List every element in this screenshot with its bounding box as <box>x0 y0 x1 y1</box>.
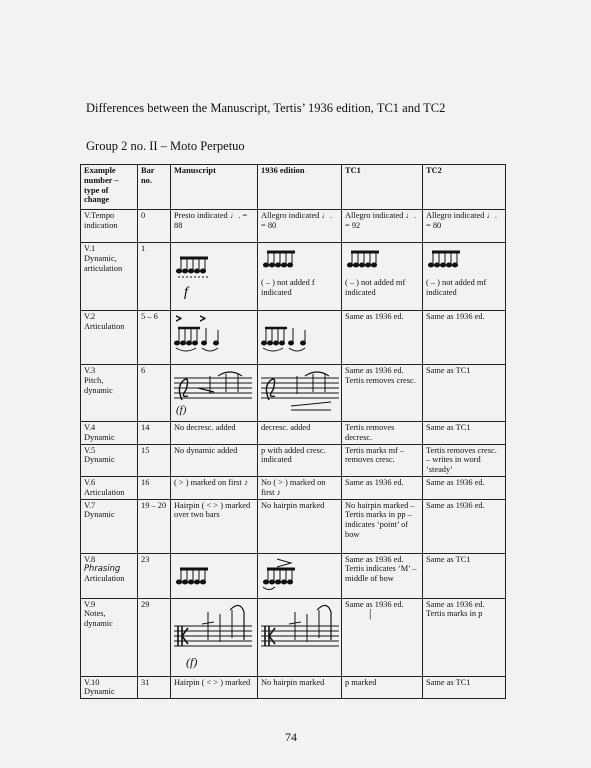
cell-tc1: Same as 1936 ed. <box>342 476 423 499</box>
cell-1936: p with added cresc. indicated <box>258 444 342 476</box>
cell-manuscript <box>171 553 258 598</box>
cell-example: V.9 Notes, dynamic <box>81 598 138 676</box>
cell-example: V.10 Dynamic <box>81 676 138 699</box>
cell-tc2: Same as TC1 <box>423 553 506 598</box>
cell-manuscript <box>171 311 258 365</box>
svg-text:(f): (f) <box>176 404 187 416</box>
table-row <box>81 444 506 476</box>
cell-tc2: Same as 1936 ed. <box>423 499 506 553</box>
music-excerpt-icon <box>261 244 321 278</box>
table-row <box>81 499 506 553</box>
cell-tc1: Tertis marks mf – removes cresc. <box>342 444 423 476</box>
svg-text:>: > <box>176 314 182 325</box>
cell-tc1: Tertis removes decresc. <box>342 422 423 445</box>
cell-manuscript: Hairpin ( < > ) marked <box>171 676 258 699</box>
cell-tc2: Allegro indicated ♩. = 80 <box>423 210 506 243</box>
cell-1936: Allegro indicated ♩. = 80 <box>258 210 342 243</box>
cell-manuscript: ( > ) marked on first ♪ <box>171 476 258 499</box>
music-excerpt-icon <box>174 312 244 358</box>
cell-bar: 6 <box>138 365 171 422</box>
table-row <box>81 676 506 699</box>
cell-example: V.8 Phrasing Articulation <box>81 553 138 598</box>
music-excerpt-icon <box>261 312 331 358</box>
cell-bar: 23 <box>138 553 171 598</box>
svg-text:f: f <box>184 285 188 300</box>
table-row <box>81 422 506 445</box>
cell-example: V.1 Dynamic, articulation <box>81 243 138 311</box>
cell-example: V.7 Dynamic <box>81 499 138 553</box>
cell-tc1: Same as 1936 ed. Tertis removes cresc. <box>342 365 423 422</box>
cell-1936: No hairpin marked <box>258 676 342 699</box>
cell-1936: No hairpin marked <box>258 499 342 553</box>
cell-manuscript <box>171 598 258 676</box>
table-row <box>81 365 506 422</box>
cell-tc2: Same as 1936 ed. Tertis marks in p <box>423 598 506 676</box>
table-row <box>81 476 506 499</box>
cell-manuscript: Presto indicated ♩. = 88 <box>171 210 258 243</box>
cell-1936 <box>258 598 342 676</box>
cell-tc2: Same as 1936 ed. <box>423 476 506 499</box>
music-excerpt-icon <box>261 366 341 416</box>
cell-tc1: Same as 1936 ed. | <box>342 598 423 676</box>
cell-1936: ( – ) not added f indicated <box>258 243 342 311</box>
cell-bar: 16 <box>138 476 171 499</box>
col-header-manuscript: Manuscript <box>171 165 258 210</box>
cell-manuscript: No decresc. added <box>171 422 258 445</box>
music-excerpt-icon <box>174 244 234 304</box>
cell-example: V.3 Pitch, dynamic <box>81 365 138 422</box>
col-header-tc2: TC2 <box>423 165 506 210</box>
page-number: 74 <box>285 730 297 744</box>
music-excerpt-icon <box>261 555 321 595</box>
cell-example: V.4 Dynamic <box>81 422 138 445</box>
col-header-tc1: TC1 <box>342 165 423 210</box>
cell-1936 <box>258 311 342 365</box>
col-header-1936: 1936 edition <box>258 165 342 210</box>
cell-bar: 15 <box>138 444 171 476</box>
cell-tc2: Same as TC1 <box>423 676 506 699</box>
music-excerpt-icon <box>426 244 486 278</box>
cell-example: V.5 Dynamic <box>81 444 138 476</box>
cell-tc2: Tertis removes cresc. – writes in word ‘steady’ <box>423 444 506 476</box>
table-row <box>81 553 506 598</box>
cell-tc2: Same as 1936 ed. <box>423 311 506 365</box>
music-excerpt-icon <box>174 555 234 595</box>
cell-1936 <box>258 365 342 422</box>
music-excerpt-icon <box>174 366 254 416</box>
music-excerpt-icon <box>174 600 254 670</box>
table-header-row <box>81 165 506 210</box>
cell-manuscript: Hairpin ( < > ) marked over two bars <box>171 499 258 553</box>
differences-table <box>80 164 506 699</box>
cell-tc1: p marked <box>342 676 423 699</box>
cell-tc1: Allegro indicated ♩. = 92 <box>342 210 423 243</box>
cell-1936 <box>258 553 342 598</box>
cell-manuscript <box>171 243 258 311</box>
cell-tc1: Same as 1936 ed. <box>342 311 423 365</box>
cell-tc2: ( – ) not added mf indicated <box>423 243 506 311</box>
cell-manuscript: No dynamic added <box>171 444 258 476</box>
cell-bar: 5 – 6 <box>138 311 171 365</box>
table-row <box>81 598 506 676</box>
cell-bar: 14 <box>138 422 171 445</box>
cell-tc1: Same as 1936 ed. Tertis indicates ‘M’ – middle of bow <box>342 553 423 598</box>
table-row <box>81 243 506 311</box>
group-subheading: Group 2 no. II – Moto Perpetuo <box>86 139 245 153</box>
pencil-mark: | <box>369 606 372 621</box>
cell-tc1: No hairpin marked – Tertis marks in pp – indicates ‘point’ of bow <box>342 499 423 553</box>
cell-bar: 19 – 20 <box>138 499 171 553</box>
col-header-example: Example number – type of change <box>81 165 138 210</box>
cell-example: V.2 Articulation <box>81 311 138 365</box>
cell-bar: 31 <box>138 676 171 699</box>
cell-bar: 29 <box>138 598 171 676</box>
svg-text:(f): (f) <box>186 654 198 669</box>
music-excerpt-icon <box>261 600 341 656</box>
cell-bar: 1 <box>138 243 171 311</box>
col-header-bar: Bar no. <box>138 165 171 210</box>
music-excerpt-icon <box>345 244 405 278</box>
cell-manuscript <box>171 365 258 422</box>
cell-example: V.6 Articulation <box>81 476 138 499</box>
page-heading: Differences between the Manuscript, Tertis’ 1936 edition, TC1 and TC2 <box>86 101 446 115</box>
svg-text:>: > <box>200 314 206 325</box>
table-row <box>81 311 506 365</box>
cell-tc1: ( – ) not added mf indicated <box>342 243 423 311</box>
cell-bar: 0 <box>138 210 171 243</box>
cell-1936: No ( > ) marked on first ♪ <box>258 476 342 499</box>
cell-1936: decresc. added <box>258 422 342 445</box>
table-row <box>81 210 506 243</box>
cell-tc2: Same as TC1 <box>423 422 506 445</box>
cell-tc2: Same as TC1 <box>423 365 506 422</box>
cell-example: V.Tempo indication <box>81 210 138 243</box>
handwritten-annotation: Phrasing <box>84 563 121 574</box>
